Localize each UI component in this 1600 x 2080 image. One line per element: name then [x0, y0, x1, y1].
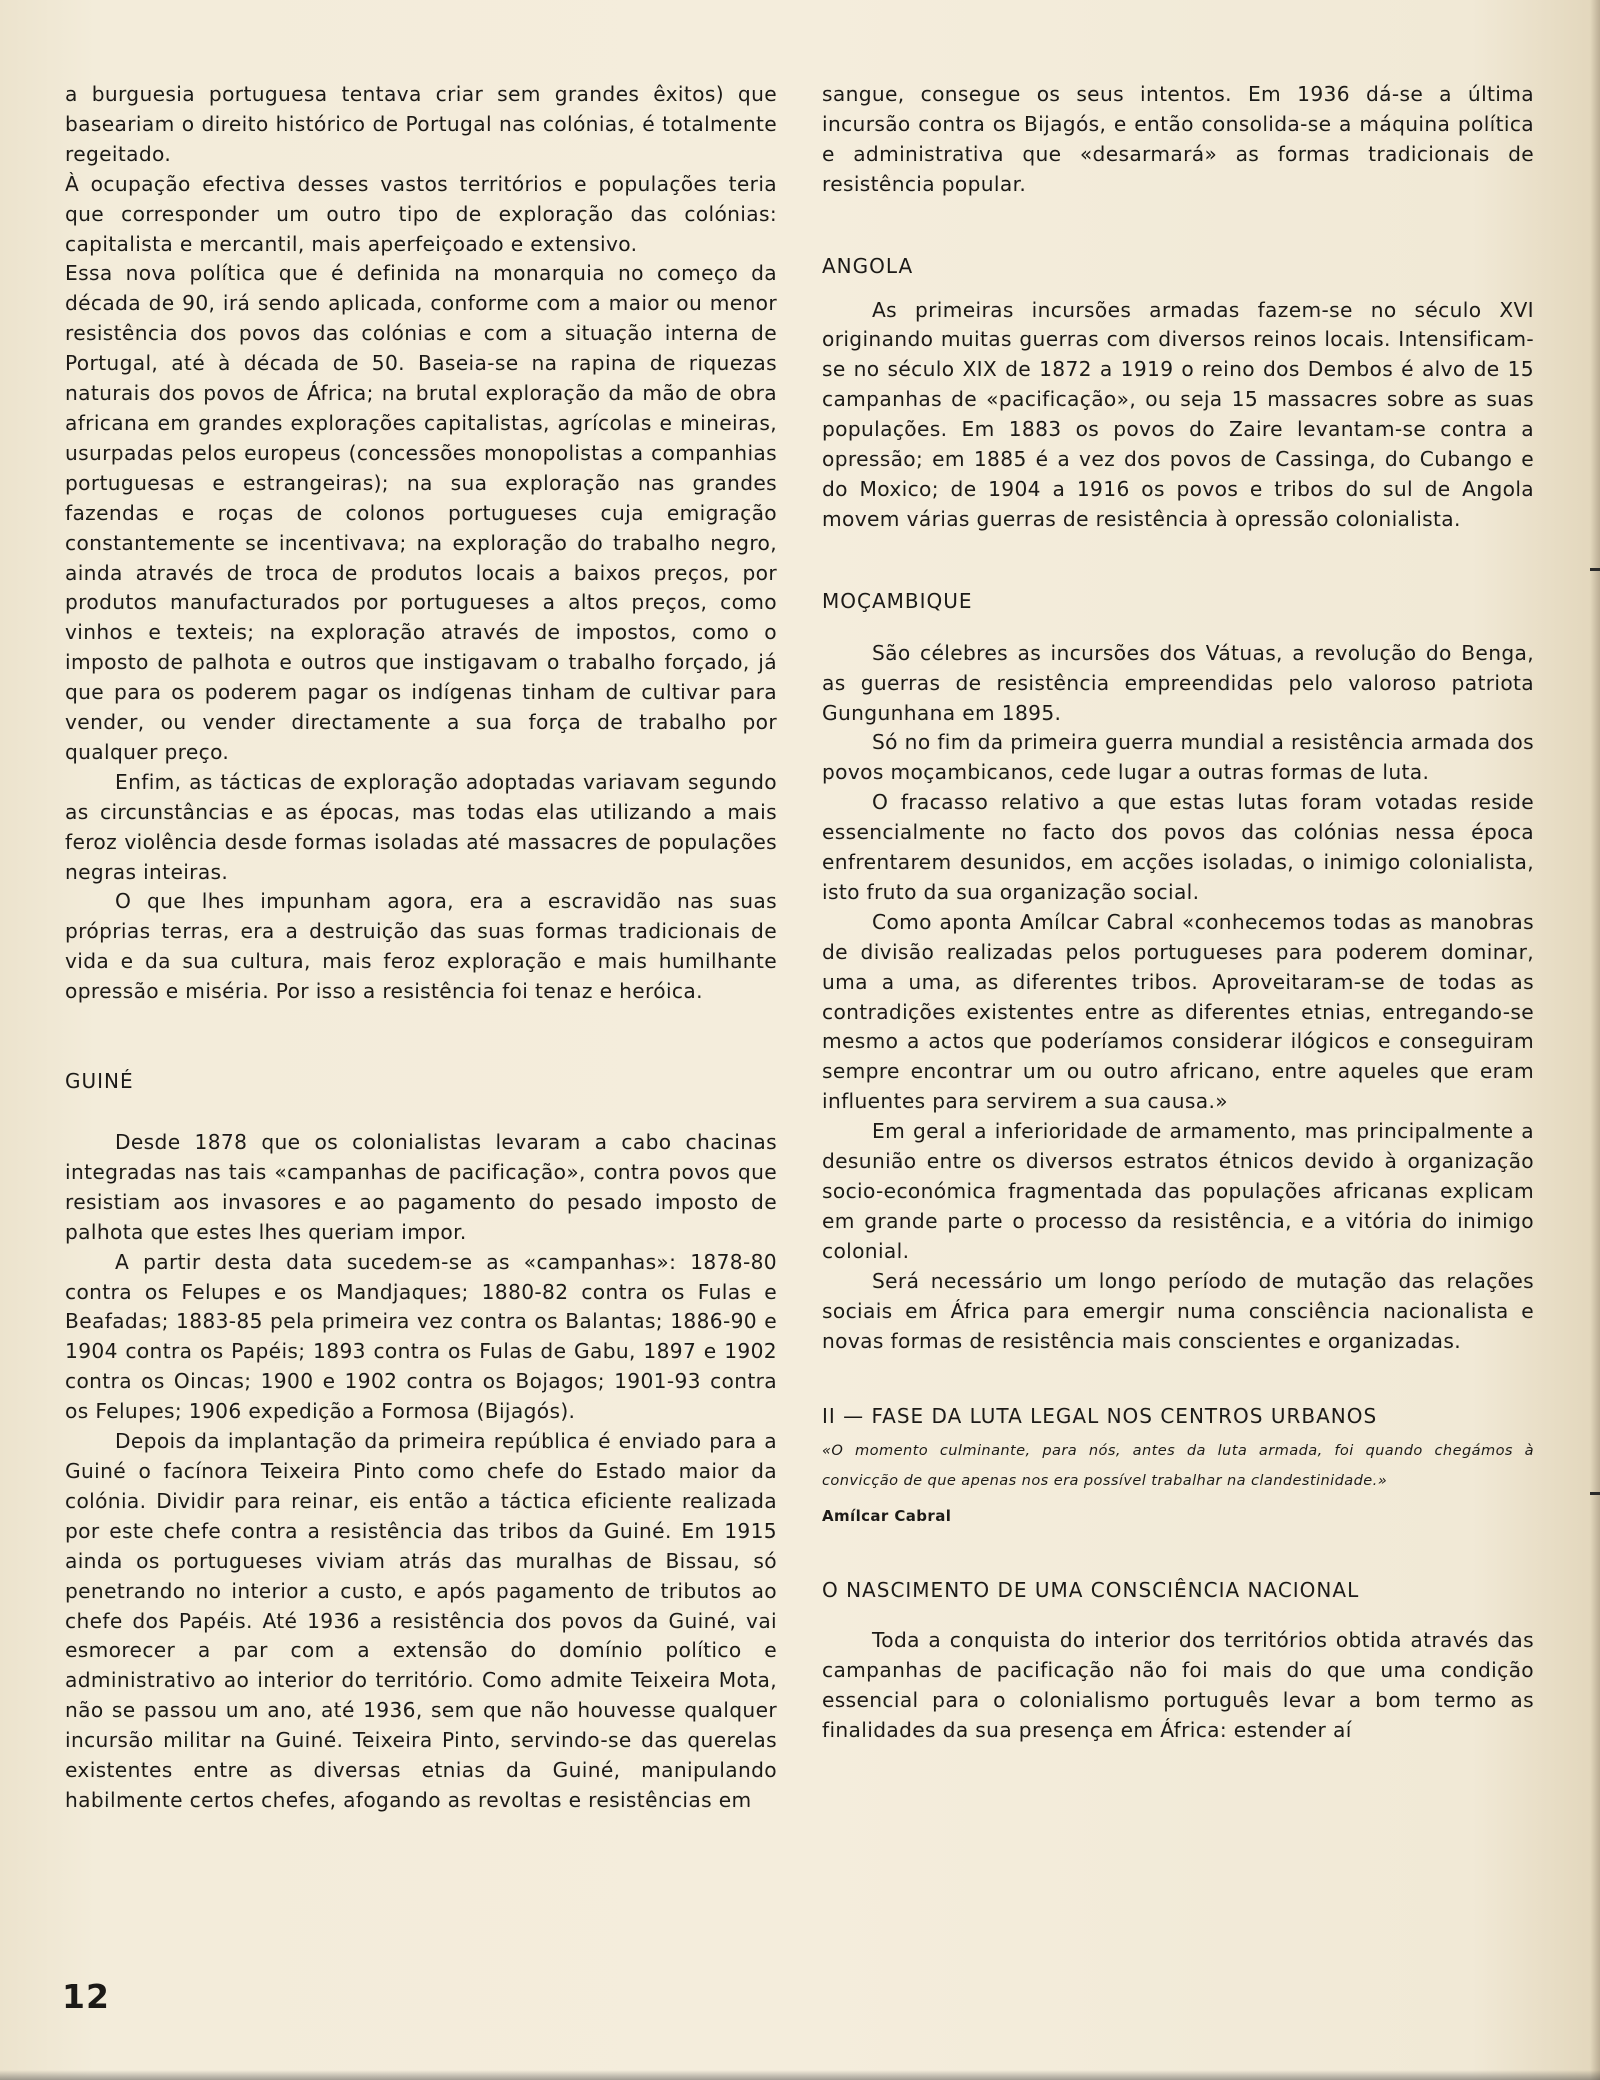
section-heading-angola: ANGOLA — [822, 253, 914, 278]
paragraph: Toda a conquista do interior dos territórios obtida através das campanhas de pacificação não foi mais do que uma condição essencial para o colonialismo português levar a bom termo as finalidades da sua presença em África: estender aí — [822, 1628, 1534, 1742]
paragraph: Só no fim da primeira guerra mundial a resistência armada dos povos moçambicanos, cede lugar a outras formas de luta. — [822, 730, 1534, 785]
paragraph: Enfim, as tácticas de exploração adoptadas variavam segundo as circunstâncias e as épocas, mas todas elas utilizando a mais feroz violência desde formas isoladas até massacres de populações negras inteiras. — [65, 769, 777, 884]
section-heading-guine: GUINÉ — [65, 1069, 134, 1094]
section-heading-fase: II — FASE DA LUTA LEGAL NOS CENTROS URBANOS — [822, 1404, 1378, 1429]
paragraph: A partir desta data sucedem-se as «campanhas»: 1878-80 contra os Felupes e os Mandjaques; 1880-82 contra os Fulas e Beafadas; 1883-85 pela primeira vez contra os Balantas; 1886-90 e 1904 contra os Papéis; 1893 contra os Fulas de Gabu, 1897 e 1902 contra os Oincas; 1900 e 1902 contra os Bojagos; 1901-93 contra os Felupes; 1906 expedição a Formosa (Bijagós). — [65, 1249, 777, 1424]
paragraph: Essa nova política que é definida na monarquia no começo da década de 90, irá sendo aplicada, conforme com a maior ou menor resistência dos povos das colónias e com a situação interna de Portugal, até à década de 50. Baseia-se na rapina de riquezas naturais dos povos de África; na brutal exploração da mão de obra africana em grandes explorações capitalistas, agrícolas e mineiras, usurpadas pelos europeus (concessões monopolistas a companhias portuguesas e estrangeiras); na sua exploração nas grandes fazendas e roças de colonos portugueses cuja emigração constantemente se incentivava; na exploração do trabalho negro, ainda através de troca de produtos locais a baixos preços, por produtos manufacturados por portugueses a altos preços, como vinhos e texteis; na exploração através de impostos, como o imposto de palhota e outros que instigavam o trabalho forçado, já que para os poderem pagar os indígenas tinham de cultivar para vender, ou vender directamente a sua força de trabalho por qualquer preço. — [65, 261, 777, 764]
paragraph: À ocupação efectiva desses vastos territórios e populações teria que corresponder um outro tipo de exploração das colónias: capitalista e mercantil, mais aperfeiçoado e extensivo. — [65, 171, 777, 256]
left-column — [65, 80, 777, 1816]
page-number: 12 — [62, 1977, 110, 2016]
paragraph: Como aponta Amílcar Cabral «conhecemos todas as manobras de divisão realizadas pelos portugueses para poderem dominar, uma a uma, as diferentes tribos. Aproveitaram-se de todas as contradições existentes entre as diferentes etnias, entregando-se mesmo a actos que poderíamos considerar ilógicos e conseguiram sempre encontrar um ou outro africano, entre aqueles que eram influentes para servirem a sua causa.» — [822, 909, 1534, 1114]
page-edge-shadow — [1590, 0, 1600, 2080]
paragraph: Desde 1878 que os colonialistas levaram a cabo chacinas integradas nas tais «campanhas de pacificação», contra povos que resistiam aos invasores e ao pagamento do pesado imposto de palhota que estes lhes queriam impor. — [65, 1130, 777, 1244]
paragraph: O fracasso relativo a que estas lutas foram votadas reside essencialmente no facto dos povos das colónias nessa época enfrentarem desunidos, em acções isoladas, o inimigo colonialista, isto fruto da sua organização social. — [822, 790, 1534, 904]
section-heading-mocambique: MOÇAMBIQUE — [822, 588, 973, 613]
epigraph-author: Amílcar Cabral — [822, 1507, 952, 1526]
paragraph: Depois da implantação da primeira república é enviado para a Guiné o facínora Teixeira Pinto como chefe do Estado maior da colónia. Dividir para reinar, eis então a táctica eficiente realizada por este chefe contra a resistência das tribos da Guiné. Em 1915 ainda os portugueses viviam atrás das muralhas de Bissau, só penetrando no interior a custo, e após pagamento de tributos ao chefe dos Papéis. Até 1936 a resistência dos povos da Guiné, vai esmorecer a par com a extensão do domínio político e administrativo ao interior do território. Como admite Teixeira Mota, não se passou um ano, até 1936, sem que não houvesse qualquer incursão militar na Guiné. Teixeira Pinto, servindo-se das querelas existentes entre as diversas etnias da Guiné, manipulando habilmente certos chefes, afogando as revoltas e resistências em — [65, 1429, 777, 1812]
margin-mark — [1590, 568, 1600, 571]
margin-mark — [1590, 1492, 1600, 1495]
paragraph: As primeiras incursões armadas fazem-se no século XVI originando muitas guerras com diversos reinos locais. Intensificam-se no século XIX de 1872 a 1919 o reino dos Dembos é alvo de 15 campanhas de «pacificação», ou seja 15 massacres sobre as suas populações. Em 1883 os povos do Zaire levantam-se contra a opressão; em 1885 é a vez dos povos de Cassinga, do Cubango e do Moxico; de 1904 a 1916 os povos e tribos do sul de Angola movem várias guerras de resistência à opressão colonialista. — [822, 297, 1534, 531]
paragraph: O que lhes impunham agora, era a escravidão nas suas próprias terras, era a destruição das suas formas tradicionais de vida e da sua cultura, mais feroz exploração e mais humilhante opressão e miséria. Por isso a resistência foi tenaz e heróica. — [65, 889, 777, 1004]
paragraph: São célebres as incursões dos Vátuas, a revolução do Benga, as guerras de resistência empreendidas pelo valoroso patriota Gungunhana em 1895. — [822, 640, 1534, 725]
right-column — [822, 80, 1534, 1746]
paragraph: Será necessário um longo período de mutação das relações sociais em África para emergir numa consciência nacionalista e novas formas de resistência mais conscientes e organizadas. — [822, 1268, 1534, 1353]
page-bottom-edge — [0, 2070, 1600, 2080]
paragraph: sangue, consegue os seus intentos. Em 1936 dá-se a última incursão contra os Bijagós, e então consolida-se a máquina política e administrativa que «desarmará» as formas tradicionais de resistência popular. — [822, 82, 1534, 196]
section-heading-nascimento: O NASCIMENTO DE UMA CONSCIÊNCIA NACIONAL — [822, 1578, 1360, 1603]
paragraph: a burguesia portuguesa tentava criar sem grandes êxitos) que baseariam o direito histórico de Portugal nas colónias, é totalmente regeitado. — [65, 82, 777, 166]
epigraph-quote: «O momento culminante, para nós, antes da luta armada, foi quando chegámos à convicção de que apenas nos era possível trabalhar na clandestinidade.» — [822, 1442, 1534, 1490]
paragraph: Em geral a inferioridade de armamento, mas principalmente a desunião entre os diversos estratos étnicos devido à organização socio-económica fragmentada das populações africanas explicam em grande parte o processo da resistência, e a vitória do inimigo colonial. — [822, 1119, 1534, 1263]
